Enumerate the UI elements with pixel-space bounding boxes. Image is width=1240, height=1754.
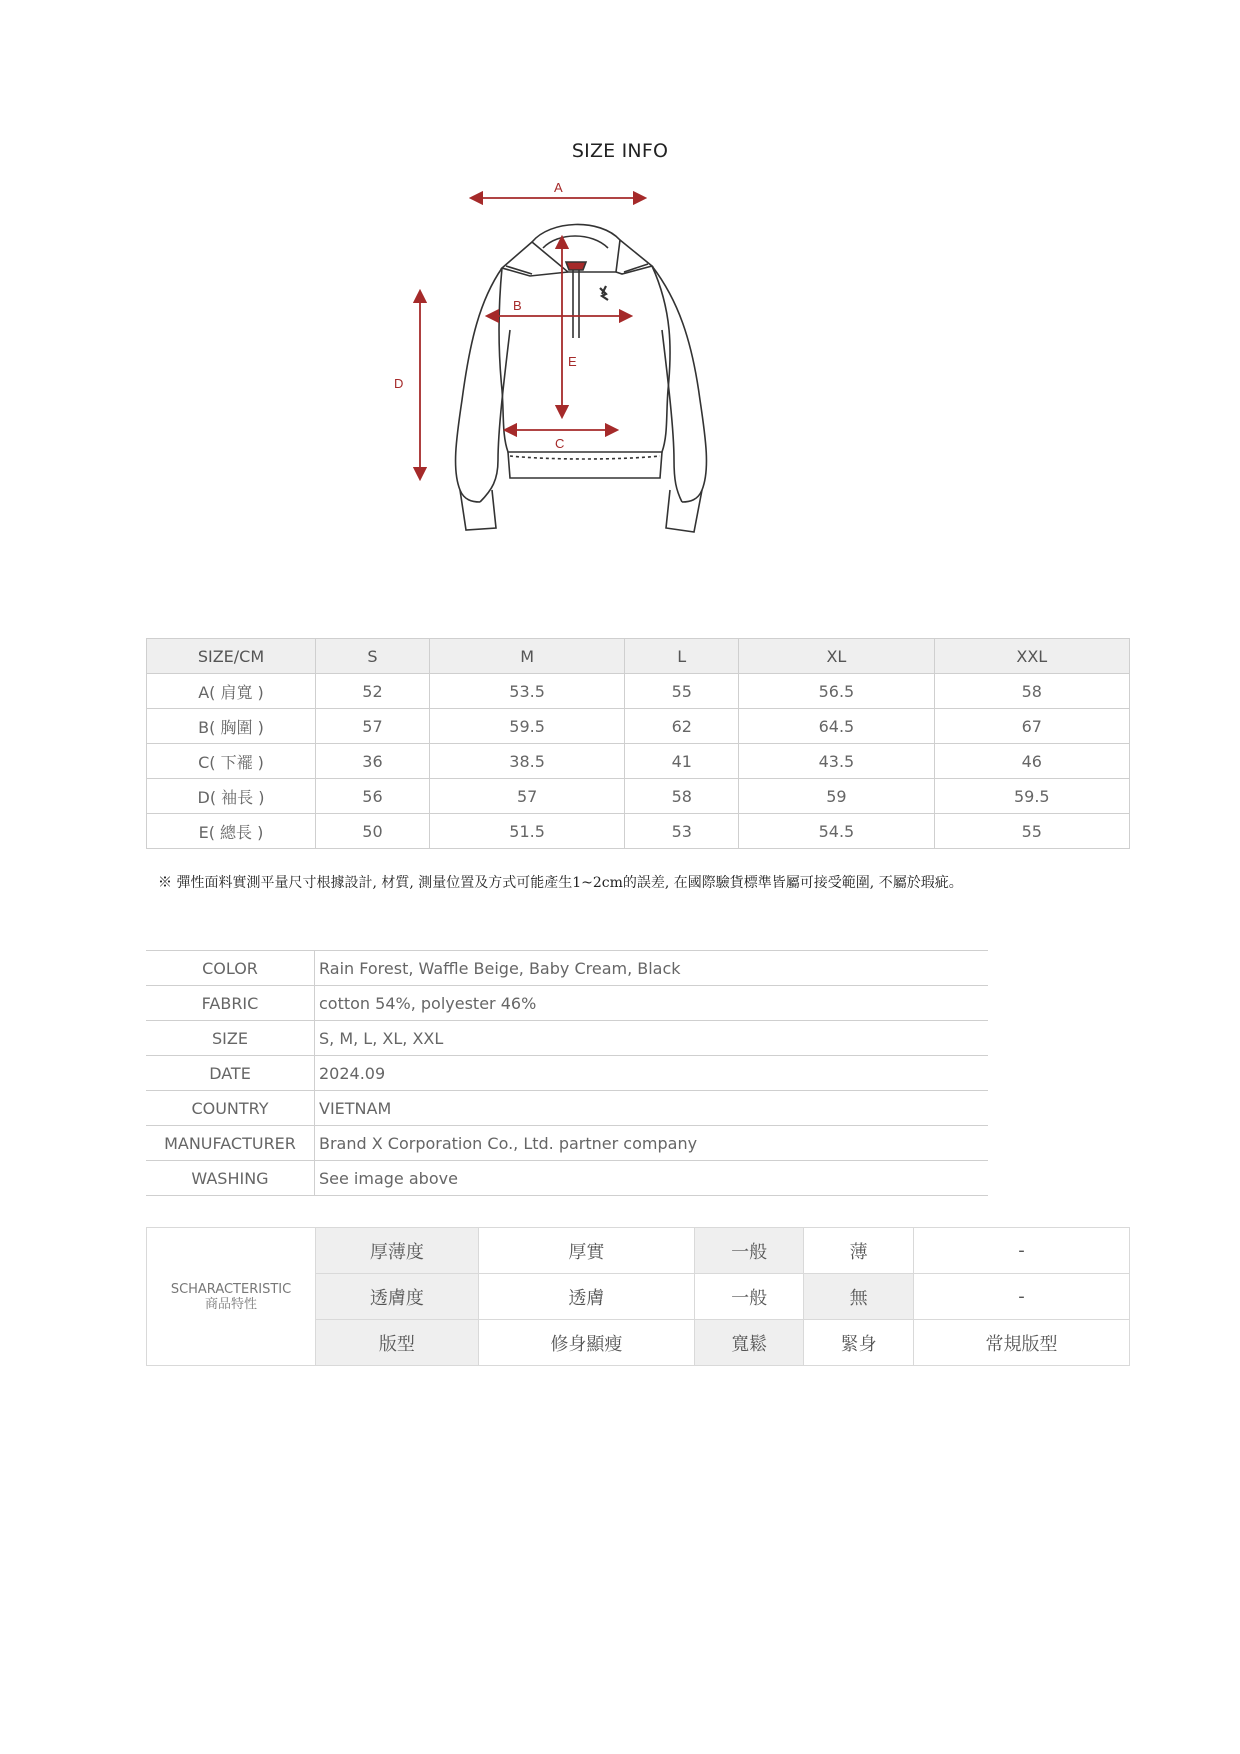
characteristic-option: 緊身	[804, 1320, 914, 1366]
info-key: FABRIC	[146, 986, 315, 1021]
table-cell: 50	[316, 814, 430, 849]
table-cell: 36	[316, 744, 430, 779]
info-key: WASHING	[146, 1161, 315, 1196]
measurement-arrows	[420, 198, 640, 474]
table-cell: 56.5	[739, 674, 934, 709]
product-info-table	[146, 950, 988, 1196]
characteristic-option: 修身顯瘦	[478, 1320, 694, 1366]
table-cell: 55	[934, 814, 1129, 849]
table-cell: 43.5	[739, 744, 934, 779]
header-cell: XL	[739, 639, 934, 674]
table-cell: 59	[739, 779, 934, 814]
info-value: S, M, L, XL, XXL	[315, 1021, 989, 1056]
label-d: D	[394, 376, 404, 391]
header-cell: SIZE/CM	[147, 639, 316, 674]
table-cell: 53	[625, 814, 739, 849]
info-value: See image above	[315, 1161, 989, 1196]
header-cell: L	[625, 639, 739, 674]
table-cell: 64.5	[739, 709, 934, 744]
info-row-color	[146, 951, 988, 986]
table-cell: 59.5	[429, 709, 624, 744]
row-label: A( 肩寬 )	[147, 674, 316, 709]
table-cell: 56	[316, 779, 430, 814]
info-key: DATE	[146, 1056, 315, 1091]
label-c: C	[555, 436, 565, 451]
info-key: SIZE	[146, 1021, 315, 1056]
label-a: A	[554, 180, 563, 195]
sweatshirt-outline	[456, 224, 707, 532]
table-cell: 57	[429, 779, 624, 814]
table-cell: 62	[625, 709, 739, 744]
table-cell: 59.5	[934, 779, 1129, 814]
header-cell: S	[316, 639, 430, 674]
characteristic-label-zh: 商品特性	[204, 1296, 257, 1312]
info-row-fabric	[146, 986, 988, 1021]
table-cell: 58	[934, 674, 1129, 709]
table-cell: 41	[625, 744, 739, 779]
table-cell: 55	[625, 674, 739, 709]
characteristic-name: 透膚度	[316, 1274, 479, 1320]
characteristic-option: 厚實	[478, 1228, 694, 1274]
size-table	[146, 638, 1130, 849]
characteristic-label	[147, 1228, 316, 1366]
header-cell: XXL	[934, 639, 1129, 674]
characteristic-option-selected: 寬鬆	[694, 1320, 804, 1366]
table-cell: 67	[934, 709, 1129, 744]
table-cell: 46	[934, 744, 1129, 779]
info-row-size	[146, 1021, 988, 1056]
characteristic-option: 一般	[694, 1274, 804, 1320]
characteristic-option-selected: 無	[804, 1274, 914, 1320]
characteristic-option: 透膚	[478, 1274, 694, 1320]
row-label: B( 胸圍 )	[147, 709, 316, 744]
info-key: COUNTRY	[146, 1091, 315, 1126]
table-cell: 38.5	[429, 744, 624, 779]
characteristic-option: 常規版型	[913, 1320, 1129, 1366]
characteristic-name: 版型	[316, 1320, 479, 1366]
row-label: C( 下襬 )	[147, 744, 316, 779]
table-cell: 53.5	[429, 674, 624, 709]
size-table-header	[147, 639, 1130, 674]
sweatshirt-illustration	[394, 180, 790, 550]
measurement-note: ※ 彈性面料實測平量尺寸根據設計, 材質, 測量位置及方式可能產生1~2cm的誤差, 在國際驗貨標準皆屬可接受範圍, 不屬於瑕疵。	[158, 875, 963, 891]
header-cell: M	[429, 639, 624, 674]
row-label: D( 袖長 )	[147, 779, 316, 814]
info-value: VIETNAM	[315, 1091, 989, 1126]
info-key: MANUFACTURER	[146, 1126, 315, 1161]
table-row	[147, 709, 1130, 744]
characteristic-option: -	[913, 1228, 1129, 1274]
table-cell: 52	[316, 674, 430, 709]
table-row	[147, 814, 1130, 849]
garment-measurement-diagram	[394, 180, 790, 550]
label-b: B	[513, 298, 522, 313]
table-row	[147, 779, 1130, 814]
label-e: E	[568, 354, 577, 369]
info-value: cotton 54%, polyester 46%	[315, 986, 989, 1021]
table-cell: 58	[625, 779, 739, 814]
characteristic-option-selected: 一般	[694, 1228, 804, 1274]
info-value: Rain Forest, Waffle Beige, Baby Cream, Black	[315, 951, 989, 986]
table-cell: 54.5	[739, 814, 934, 849]
info-key: COLOR	[146, 951, 315, 986]
info-row-date	[146, 1056, 988, 1091]
table-cell: 57	[316, 709, 430, 744]
info-value: Brand X Corporation Co., Ltd. partner company	[315, 1126, 989, 1161]
characteristic-row-thickness	[147, 1228, 1130, 1274]
info-row-manufacturer	[146, 1126, 988, 1161]
table-cell: 51.5	[429, 814, 624, 849]
characteristic-label-en: SCHARACTERISTIC	[170, 1281, 292, 1297]
characteristic-option: 薄	[804, 1228, 914, 1274]
info-value: 2024.09	[315, 1056, 989, 1091]
characteristic-table	[146, 1227, 1130, 1366]
info-row-washing	[146, 1161, 988, 1196]
characteristic-option: -	[913, 1274, 1129, 1320]
table-row	[147, 744, 1130, 779]
row-label: E( 總長 )	[147, 814, 316, 849]
info-row-country	[146, 1091, 988, 1126]
characteristic-name: 厚薄度	[316, 1228, 479, 1274]
page-title: SIZE INFO	[571, 140, 669, 162]
table-row	[147, 674, 1130, 709]
